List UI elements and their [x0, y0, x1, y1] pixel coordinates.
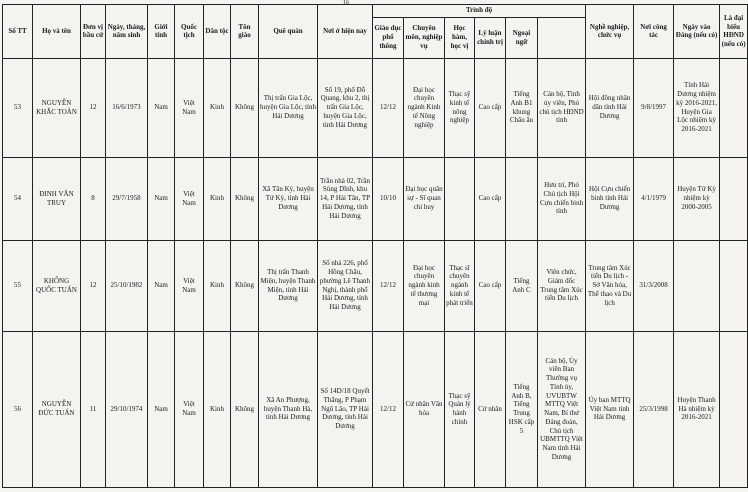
cell-hometown: Thị trấn Thanh Miện, huyện Thanh Miện, tỉnh Hải Dương	[259, 240, 318, 331]
cell-degree: Thạc sĩ chuyên ngành kinh tế phát triển	[445, 240, 475, 331]
cell-ethnicity: Kinh	[204, 58, 231, 157]
cell-workplace: Trung tâm Xúc tiến Du lịch - Sở Văn hóa, Thể thao và Du lịch	[586, 240, 634, 331]
header-language: Ngoại ngữ	[506, 17, 538, 58]
cell-name: ĐINH VĂN TRUY	[33, 157, 81, 240]
cell-gender: Nam	[148, 157, 175, 240]
cell-language	[506, 157, 538, 240]
header-residence: Nơi ở hiện nay	[318, 5, 373, 59]
header-occupation: Nghề nghiệp, chức vụ	[586, 5, 634, 59]
cell-occupation: Cán bộ, Tỉnh ủy viên, Phó chủ tịch HĐND tỉnh	[538, 58, 586, 157]
cell-party-date: 4/1/1979	[634, 157, 674, 240]
cell-residence: Số nhà 226, phố Hồng Châu, phường Lê Thanh Nghị, thành phố Hải Dương, tỉnh Hải Dương	[318, 240, 373, 331]
cell-party-date: 9/8/1997	[634, 58, 674, 157]
header-education-group: Trình độ	[373, 5, 586, 18]
cell-religion: Không	[231, 331, 259, 487]
cell-language: Tiếng Anh C	[506, 240, 538, 331]
cell-delegate: Tỉnh Hải Dương nhiệm kỳ 2016-2021, Huyện Gia Lộc nhiệm kỳ 2016-2021	[674, 58, 720, 157]
cell-name: KHỔNG QUỐC TUẤN	[33, 240, 81, 331]
table-row	[3, 58, 748, 157]
cell-workplace: Hội đồng nhân dân tỉnh Hải Dương	[586, 58, 634, 157]
cell-stt: 56	[3, 331, 33, 487]
cell-stt: 53	[3, 58, 33, 157]
cell-gender: Nam	[148, 58, 175, 157]
header-religion: Tôn giáo	[231, 5, 259, 59]
header-political: Lý luận chính trị	[475, 17, 506, 58]
cell-delegate	[674, 240, 720, 331]
cell-political: Cao cấp	[475, 240, 506, 331]
header-name: Họ và tên	[33, 5, 81, 59]
cell-residence: Số 14D/18 Quyết Thắng, P Phạm Ngũ Lão, TP Hải Dương, tỉnh Hải Dương	[318, 331, 373, 487]
header-degree: Học hàm, học vị	[445, 17, 475, 58]
cell-political: Cao cấp	[475, 157, 506, 240]
cell-unit: 12	[81, 58, 106, 157]
cell-degree	[445, 157, 475, 240]
cell-occupation: Viên chức, Giám đốc Trung tâm Xúc tiến Du lịch	[538, 240, 586, 331]
cell-hometown: Thị trấn Gia Lộc, huyện Gia Lộc, tỉnh Hải Dương	[259, 58, 318, 157]
cell-note	[720, 331, 748, 487]
header-specialty: Chuyên môn, nghiệp vụ	[404, 17, 445, 58]
cell-gender: Nam	[148, 331, 175, 487]
cell-workplace: Hội Cựu chiến binh tỉnh Hải Dương	[586, 157, 634, 240]
table-row	[3, 240, 748, 331]
table-row	[3, 157, 748, 240]
cell-delegate: Huyện Tứ Kỳ nhiệm kỳ 2000-2005	[674, 157, 720, 240]
cell-religion: Không	[231, 240, 259, 331]
cell-nationality: Việt Nam	[175, 157, 204, 240]
cell-religion: Không	[231, 58, 259, 157]
header-workplace: Nơi công tác	[634, 5, 674, 59]
cell-specialty: Cử nhân Văn hóa	[404, 331, 445, 487]
header-dob: Ngày, tháng, năm sinh	[106, 5, 148, 59]
header-gender: Giới tính	[148, 5, 175, 59]
cell-note	[720, 157, 748, 240]
cell-residence: Trần nhà 02, Trần Sùng Dĩnh, khu 14, P Hải Tân, TP Hải Dương, tỉnh Hải Dương	[318, 157, 373, 240]
header-hometown: Quê quán	[259, 5, 318, 59]
cell-dob: 25/10/1982	[106, 240, 148, 331]
cell-hometown: Xã Tân Kỳ, huyện Tứ Kỳ, tỉnh Hải Dương	[259, 157, 318, 240]
cell-religion: Không	[231, 157, 259, 240]
cell-nationality: Việt Nam	[175, 58, 204, 157]
cell-general-edu: 12/12	[373, 240, 404, 331]
cell-occupation: Hưu trí, Phó Chủ tịch Hội Cựu chiến binh tỉnh	[538, 157, 586, 240]
cell-name: NGUYỄN KHẮC TOÀN	[33, 58, 81, 157]
cell-workplace: Ủy ban MTTQ Việt Nam tỉnh Hải Dương	[586, 331, 634, 487]
candidate-table	[2, 4, 748, 488]
cell-note	[720, 240, 748, 331]
cell-general-edu: 12/12	[373, 331, 404, 487]
cell-dob: 29/10/1974	[106, 331, 148, 487]
cell-unit: 8	[81, 157, 106, 240]
cell-occupation: Cán bộ, Ủy viên Ban Thường vụ Tỉnh ủy, UVUBTW MTTQ Việt Nam, Bí thư Đảng đoàn, Chủ tịch UBMTTQ Việt Nam tỉnh Hải Dương	[538, 331, 586, 487]
header-party-date: Ngày vào Đảng (nếu có)	[674, 5, 720, 59]
header-delegate: Là đại biểu HĐND (nếu có)	[720, 5, 748, 59]
cell-dob: 16/6/1973	[106, 58, 148, 157]
cell-unit: 11	[81, 331, 106, 487]
cell-hometown: Xã An Phượng, huyện Thanh Hà, tỉnh Hải Dương	[259, 331, 318, 487]
table-row	[3, 331, 748, 487]
header-nationality: Quốc tịch	[175, 5, 204, 59]
cell-unit: 12	[81, 240, 106, 331]
cell-party-date: 25/3/1998	[634, 331, 674, 487]
cell-language: Tiếng Anh B1 khung Châu âu	[506, 58, 538, 157]
cell-general-edu: 12/12	[373, 58, 404, 157]
cell-nationality: Việt Nam	[175, 240, 204, 331]
header-general-edu: Giáo dục phổ thông	[373, 17, 404, 58]
cell-ethnicity: Kinh	[204, 157, 231, 240]
cell-political: Cao cấp	[475, 58, 506, 157]
header-stt: Số TT	[3, 5, 33, 59]
cell-general-edu: 10/10	[373, 157, 404, 240]
header-ethnicity: Dân tộc	[204, 5, 231, 59]
cell-gender: Nam	[148, 240, 175, 331]
cell-specialty: Đại học chuyên ngành kinh tế thương mại	[404, 240, 445, 331]
cell-delegate: Huyện Thanh Hà nhiệm kỳ 2016-2021	[674, 331, 720, 487]
cell-ethnicity: Kinh	[204, 331, 231, 487]
page-number: 16	[343, 0, 349, 6]
cell-ethnicity: Kinh	[204, 240, 231, 331]
cell-degree: Thạc sỹ kinh tế nông nghiệp	[445, 58, 475, 157]
header-unit: Đơn vị bầu cử	[81, 5, 106, 59]
cell-stt: 54	[3, 157, 33, 240]
cell-political: Cử nhân	[475, 331, 506, 487]
cell-residence: Số 19, phố Đỗ Quang, khu 2, thị trấn Gia Lộc, huyện Gia Lộc, tỉnh Hải Dương	[318, 58, 373, 157]
cell-dob: 29/7/1958	[106, 157, 148, 240]
cell-language: Tiếng Anh B, Tiếng Trung HSK cấp 5	[506, 331, 538, 487]
cell-specialty: Đại học quân sự - Sĩ quan chỉ huy	[404, 157, 445, 240]
cell-name: NGUYỄN ĐỨC TUẤN	[33, 331, 81, 487]
cell-stt: 55	[3, 240, 33, 331]
cell-party-date: 31/3/2008	[634, 240, 674, 331]
cell-note	[720, 58, 748, 157]
cell-specialty: Đại học chuyên ngành Kinh tế Nông nghiệp	[404, 58, 445, 157]
cell-degree: Thạc sỹ Quản lý hành chính	[445, 331, 475, 487]
cell-nationality: Việt Nam	[175, 331, 204, 487]
